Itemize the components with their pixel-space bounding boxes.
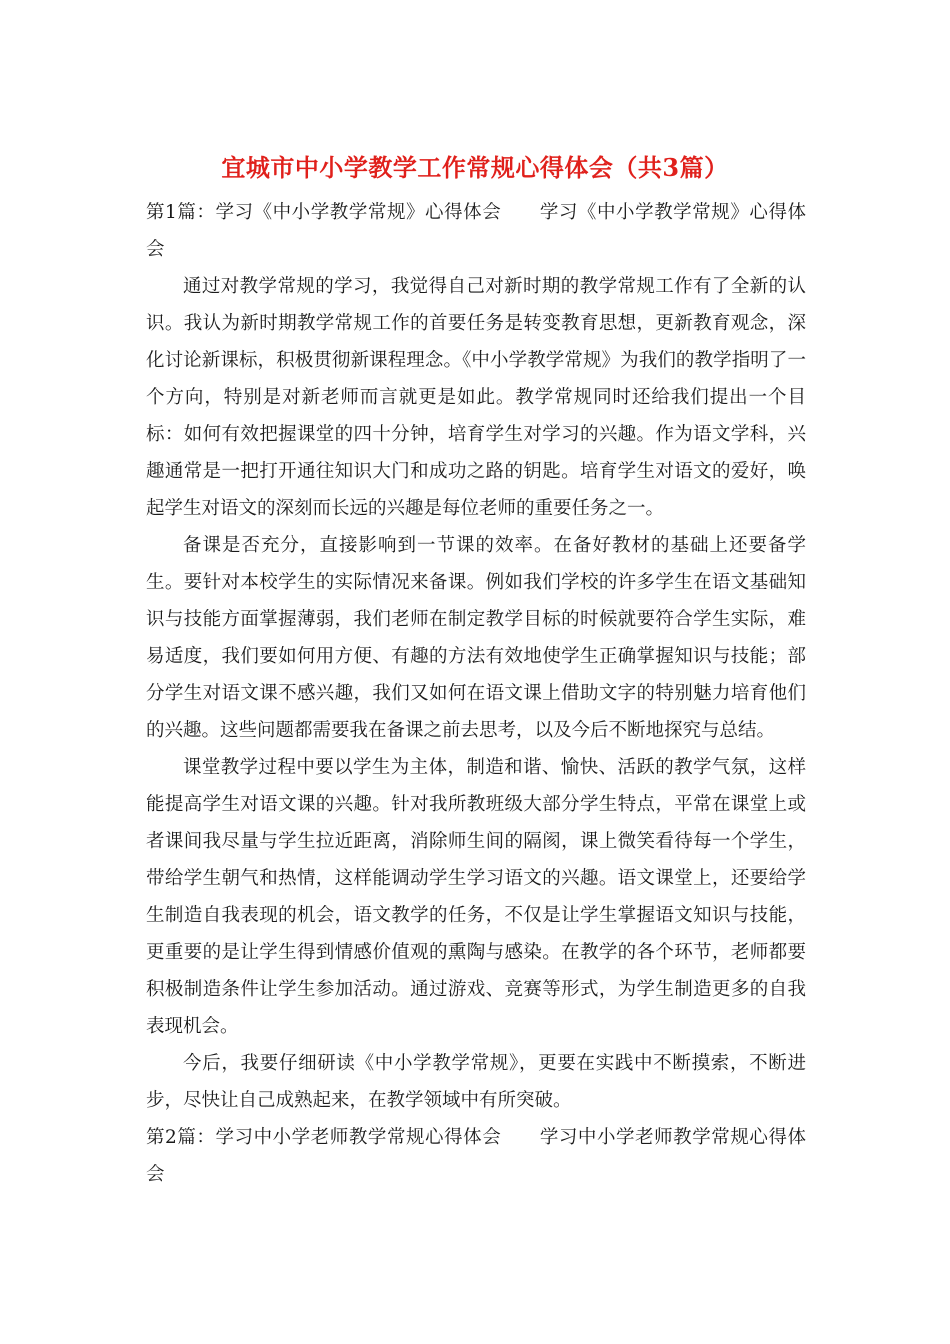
section-heading: [146, 194, 806, 268]
document-body: [146, 194, 806, 1193]
section-heading-repeat: 学习《中小学教学常规》心得体会: [146, 202, 806, 260]
body-paragraph: 通过对教学常规的学习，我觉得自己对新时期的教学常规工作有了全新的认识。我认为新时期教学常规工作的首要任务是转变教育思想，更新教育观念，深化讨论新课标，积极贯彻新课程理念。《中小学教学常规》为我们的教学指明了一个方向，特别是对新老师而言就更是如此。教学常规同时还给我们提出一个目标：如何有效把握课堂的四十分钟，培育学生对学习的兴趣。作为语文学科，兴趣通常是一把打开通往知识大门和成功之路的钥匙。培育学生对语文的爱好，唤起学生对语文的深刻而长远的兴趣是每位老师的重要任务之一。: [146, 276, 806, 519]
section-heading-label: 第2篇：学习中小学老师教学常规心得体会: [146, 1127, 502, 1148]
body-paragraph: 课堂教学过程中要以学生为主体，制造和谐、愉快、活跃的教学气氛，这样能提高学生对语文课的兴趣。针对我所教班级大部分学生特点，平常在课堂上或者课间我尽量与学生拉近距离，消除师生间的隔阂，课上微笑看待每一个学生，带给学生朝气和热情，这样能调动学生学习语文的兴趣。语文课堂上，还要给学生制造自我表现的机会，语文教学的任务，不仅是让学生掌握语文知识与技能，更重要的是让学生得到情感价值观的熏陶与感染。在教学的各个环节，老师都要积极制造条件让学生参加活动。通过游戏、竞赛等形式，为学生制造更多的自我表现机会。: [146, 757, 806, 1037]
document-title: 宜城市中小学教学工作常规心得体会（共3篇）: [221, 153, 729, 182]
body-paragraph: 今后，我要仔细研读《中小学教学常规》，更要在实践中不断摸索，不断进步，尽快让自己成熟起来，在教学领域中有所突破。: [146, 1053, 806, 1111]
body-paragraph: 备课是否充分，直接影响到一节课的效率。在备好教材的基础上还要备学生。要针对本校学生的实际情况来备课。例如我们学校的许多学生在语文基础知识与技能方面掌握薄弱，我们老师在制定教学目标的时候就要符合学生实际，难易适度，我们要如何用方便、有趣的方法有效地使学生正确掌握知识与技能；部分学生对语文课不感兴趣，我们又如何在语文课上借助文字的特别魅力培育他们的兴趣。这些问题都需要我在备课之前去思考，以及今后不断地探究与总结。: [146, 535, 806, 741]
section-heading-label: 第1篇：学习《中小学教学常规》心得体会: [146, 202, 502, 223]
section-heading-repeat: 学习中小学老师教学常规心得体会: [146, 1127, 806, 1185]
section-heading: [146, 1119, 806, 1193]
